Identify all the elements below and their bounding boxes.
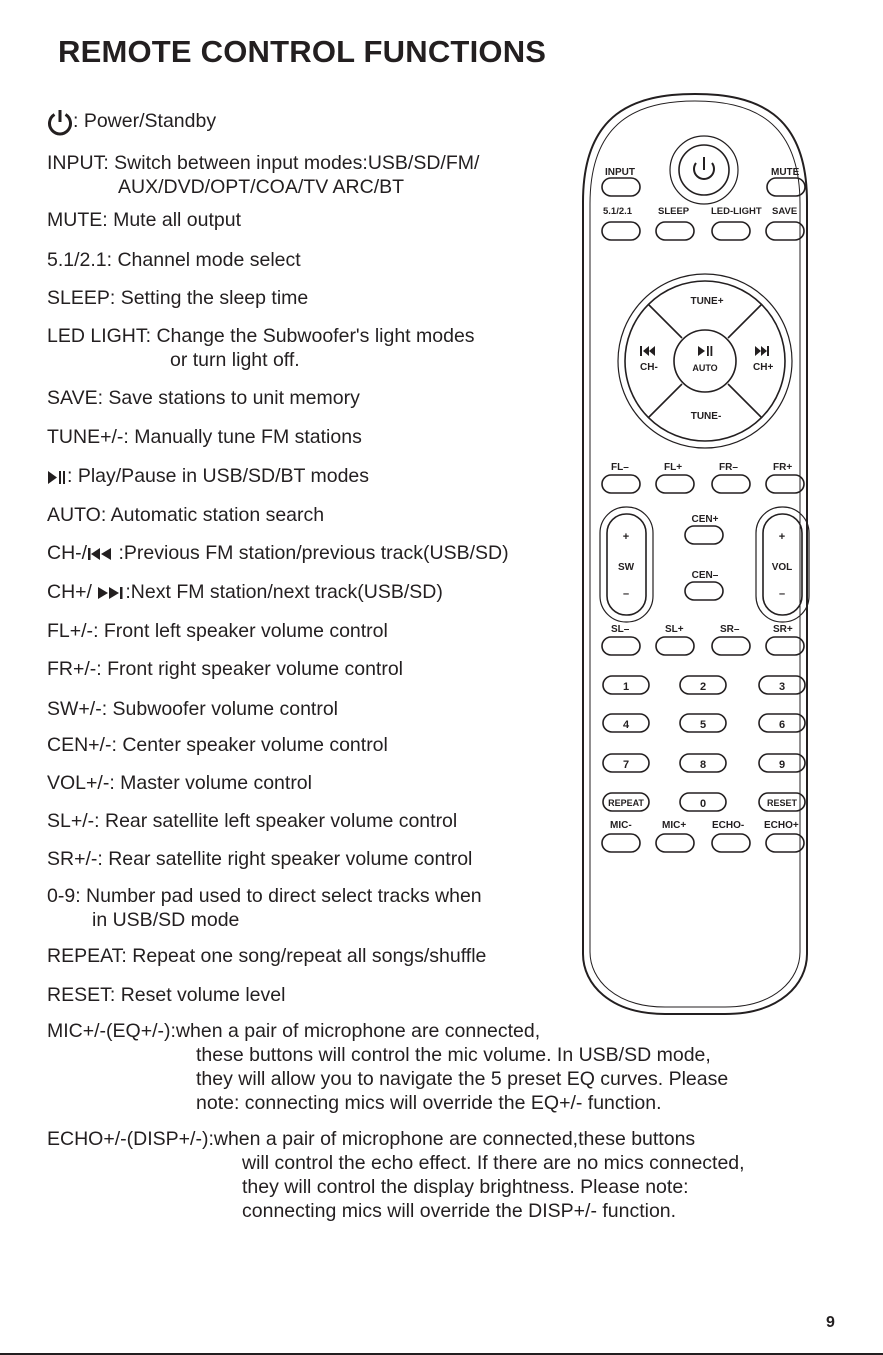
description-continuation: they will allow you to navigate the 5 preset EQ curves. Please xyxy=(196,1068,729,1090)
number-label: 1 xyxy=(622,681,630,693)
function-key-label: REPEAT xyxy=(47,945,122,967)
function-key-label: CH-/ xyxy=(47,542,88,564)
function-description xyxy=(47,324,475,372)
function-text: : Rear satellite left speaker volume control xyxy=(94,810,458,832)
function-text: : Play/Pause in USB/SD/BT modes xyxy=(67,465,370,487)
sw-minus-label: – xyxy=(622,588,630,600)
description-line xyxy=(47,248,301,272)
function-description xyxy=(47,208,241,232)
page-number: 9 xyxy=(826,1314,835,1331)
function-text: : Reset volume level xyxy=(109,984,286,1006)
description-line xyxy=(47,884,482,908)
description-continuation: note: connecting mics will override the EQ+/- function. xyxy=(196,1092,662,1114)
next-track-icon xyxy=(755,346,769,356)
description-line xyxy=(47,733,388,757)
channel-mode-label: 5.1/2.1 xyxy=(603,206,633,217)
tune-up-label: TUNE+ xyxy=(690,296,724,307)
vol-plus-label: + xyxy=(778,531,786,543)
function-text: : Rear satellite right speaker volume control xyxy=(97,848,473,870)
sl-plus-button[interactable] xyxy=(656,637,694,655)
function-key-label: 5.1/2.1 xyxy=(47,249,107,271)
function-description xyxy=(47,108,216,136)
remote-control-illustration xyxy=(575,92,815,1017)
page-title: REMOTE CONTROL FUNCTIONS xyxy=(58,34,547,69)
description-line xyxy=(47,151,479,175)
function-text: : Center speaker volume control xyxy=(111,734,388,756)
next-track-icon xyxy=(97,581,125,603)
number-label: 7 xyxy=(622,759,630,771)
function-key-label: SLEEP xyxy=(47,287,110,309)
vol-label: VOL xyxy=(771,562,793,573)
number-label: 0 xyxy=(699,798,707,810)
function-key-label: 0-9 xyxy=(47,885,76,907)
description-line xyxy=(47,580,443,604)
number-label: 8 xyxy=(699,759,707,771)
function-description xyxy=(47,847,472,871)
description-continuation: will control the echo effect. If there are no mics connected, xyxy=(242,1152,745,1174)
function-text: : Save stations to unit memory xyxy=(97,387,360,409)
function-description xyxy=(47,464,369,488)
function-text: : Setting the sleep time xyxy=(109,287,309,309)
function-text: : Subwoofer volume control xyxy=(101,698,339,720)
sr-plus-button[interactable] xyxy=(766,637,804,655)
description-line xyxy=(47,1019,728,1043)
function-description xyxy=(47,503,324,527)
sleep-button[interactable] xyxy=(656,222,694,240)
description-line xyxy=(47,425,362,449)
number-label: 3 xyxy=(778,681,786,693)
function-description xyxy=(47,944,486,968)
sl-minus-button[interactable] xyxy=(602,637,640,655)
cen-minus-button[interactable] xyxy=(685,582,723,600)
input-button[interactable] xyxy=(602,178,640,196)
fr-plus-label: FR+ xyxy=(773,462,793,473)
function-text: : Front right speaker volume control xyxy=(96,658,404,680)
function-description xyxy=(47,286,308,310)
mic-minus-button[interactable] xyxy=(602,834,640,852)
function-key-label: FL+/- xyxy=(47,620,94,642)
function-text: :when a pair of microphone are connected, xyxy=(170,1020,541,1042)
sw-label: SW xyxy=(617,562,635,573)
number-label: 5 xyxy=(699,719,707,731)
cen-plus-label: CEN+ xyxy=(691,514,719,525)
function-text: : Repeat one song/repeat all songs/shuffle xyxy=(121,945,487,967)
repeat-label: REPEAT xyxy=(608,798,644,808)
function-key-label: ECHO+/-(DISP+/-) xyxy=(47,1128,209,1150)
mic-minus-label: MIC- xyxy=(610,820,632,831)
description-line xyxy=(47,541,509,565)
function-text: : Power/Standby xyxy=(73,110,217,133)
sr-minus-button[interactable] xyxy=(712,637,750,655)
function-key-label: CEN+/- xyxy=(47,734,112,756)
function-key-label: MIC+/-(EQ+/-) xyxy=(47,1020,171,1042)
led-light-button[interactable] xyxy=(712,222,750,240)
description-continuation: they will control the display brightness. Please note: xyxy=(242,1176,689,1198)
function-description xyxy=(47,386,360,410)
description-line xyxy=(47,503,324,527)
description-line xyxy=(47,386,360,410)
reset-label: RESET xyxy=(766,798,798,808)
function-text: :Next FM station/next track(USB/SD) xyxy=(125,581,443,603)
description-line xyxy=(47,944,486,968)
remote-body xyxy=(583,94,807,1014)
function-text: :Previous FM station/previous track(USB/SD) xyxy=(113,542,509,564)
description-continuation: AUX/DVD/OPT/COA/TV ARC/BT xyxy=(118,176,405,198)
input-button-label: INPUT xyxy=(605,167,635,178)
function-text: : Switch between input modes:USB/SD/FM/ xyxy=(103,152,480,174)
number-pad xyxy=(603,676,805,772)
description-line xyxy=(47,324,475,348)
number-label: 9 xyxy=(778,759,786,771)
function-key-label: SR+/- xyxy=(47,848,98,870)
cen-plus-button[interactable] xyxy=(685,526,723,544)
echo-minus-label: ECHO- xyxy=(712,820,745,831)
sl-plus-label: SL+ xyxy=(665,624,684,635)
function-description xyxy=(47,697,338,721)
led-light-label: LED-LIGHT xyxy=(711,206,762,217)
function-text: : Master volume control xyxy=(109,772,312,794)
function-text: : Front left speaker volume control xyxy=(93,620,388,642)
auto-label: AUTO xyxy=(692,363,718,373)
function-key-label: SAVE xyxy=(47,387,98,409)
function-description xyxy=(47,983,285,1007)
tune-down-label: TUNE- xyxy=(690,411,722,422)
mute-button-label: MUTE xyxy=(771,167,800,178)
function-description xyxy=(47,248,301,272)
echo-plus-label: ECHO+ xyxy=(764,820,799,831)
function-key-label: VOL+/- xyxy=(47,772,110,794)
number-label: 2 xyxy=(699,681,707,693)
description-line xyxy=(47,108,216,136)
power-icon xyxy=(694,157,714,179)
function-text: : Mute all output xyxy=(102,209,241,231)
description-line xyxy=(47,1127,745,1151)
description-line xyxy=(47,983,285,1007)
fl-minus-button[interactable] xyxy=(602,475,640,493)
fl-plus-button[interactable] xyxy=(656,475,694,493)
function-key-label: TUNE+/- xyxy=(47,426,124,448)
sw-plus-label: + xyxy=(622,531,630,543)
function-description xyxy=(47,884,482,932)
function-description xyxy=(47,771,312,795)
number-label: 6 xyxy=(778,719,786,731)
cen-minus-label: CEN– xyxy=(691,570,719,581)
mic-plus-button[interactable] xyxy=(656,834,694,852)
description-continuation: these buttons will control the mic volume. In USB/SD mode, xyxy=(196,1044,711,1066)
description-line xyxy=(47,464,369,488)
fl-minus-label: FL– xyxy=(611,462,629,473)
description-line xyxy=(47,771,312,795)
mic-plus-label: MIC+ xyxy=(662,820,687,831)
ch-plus-label: CH+ xyxy=(753,362,774,373)
save-button[interactable] xyxy=(766,222,804,240)
ch-minus-label: CH- xyxy=(640,362,658,373)
sr-minus-label: SR– xyxy=(720,624,740,635)
description-line xyxy=(47,847,472,871)
function-description xyxy=(47,1127,745,1223)
function-key-label: MUTE xyxy=(47,209,103,231)
function-description xyxy=(47,580,443,604)
description-line xyxy=(47,657,403,681)
prev-track-icon xyxy=(87,542,113,564)
description-continuation: connecting mics will override the DISP+/- function. xyxy=(242,1200,677,1222)
function-text: : Number pad used to direct select tracks when xyxy=(75,885,482,907)
power-icon xyxy=(47,110,73,132)
channel-mode-button[interactable] xyxy=(602,222,640,240)
save-label: SAVE xyxy=(772,206,798,217)
function-key-label: FR+/- xyxy=(47,658,97,680)
function-key-label: SW+/- xyxy=(47,698,102,720)
function-text: : Automatic station search xyxy=(100,504,325,526)
fr-minus-button[interactable] xyxy=(712,475,750,493)
sr-plus-label: SR+ xyxy=(773,624,793,635)
function-description xyxy=(47,619,388,643)
play-pause-icon xyxy=(47,465,67,487)
fl-plus-label: FL+ xyxy=(664,462,683,473)
function-description xyxy=(47,657,403,681)
sl-minus-label: SL– xyxy=(611,624,630,635)
description-line xyxy=(47,619,388,643)
function-key-label: CH+/ xyxy=(47,581,98,603)
play-pause-icon xyxy=(698,346,712,356)
echo-minus-button[interactable] xyxy=(712,834,750,852)
sleep-label: SLEEP xyxy=(658,206,690,217)
number-label: 4 xyxy=(622,719,630,731)
fr-minus-label: FR– xyxy=(719,462,738,473)
echo-plus-button[interactable] xyxy=(766,834,804,852)
description-line xyxy=(47,809,457,833)
function-key-label: SL+/- xyxy=(47,810,95,832)
fr-plus-button[interactable] xyxy=(766,475,804,493)
function-description xyxy=(47,733,388,757)
description-continuation: in USB/SD mode xyxy=(92,909,240,931)
description-continuation: or turn light off. xyxy=(170,349,300,371)
function-description xyxy=(47,151,479,199)
play-pause-button[interactable] xyxy=(674,330,736,392)
description-line xyxy=(47,208,241,232)
function-description xyxy=(47,541,509,565)
description-line xyxy=(47,286,308,310)
function-text: : Channel mode select xyxy=(106,249,301,271)
function-key-label: INPUT xyxy=(47,152,104,174)
function-text: : Manually tune FM stations xyxy=(123,426,362,448)
function-text: : Change the Subwoofer's light modes xyxy=(145,325,475,347)
function-description xyxy=(47,809,457,833)
vol-minus-label: – xyxy=(778,588,786,600)
function-key-label: RESET xyxy=(47,984,110,1006)
function-key-label: AUTO xyxy=(47,504,101,526)
function-description xyxy=(47,1019,728,1115)
function-description xyxy=(47,425,362,449)
prev-track-icon xyxy=(640,346,655,356)
function-key-label: LED LIGHT xyxy=(47,325,146,347)
function-text: :when a pair of microphone are connected,these buttons xyxy=(208,1128,696,1150)
description-line xyxy=(47,697,338,721)
